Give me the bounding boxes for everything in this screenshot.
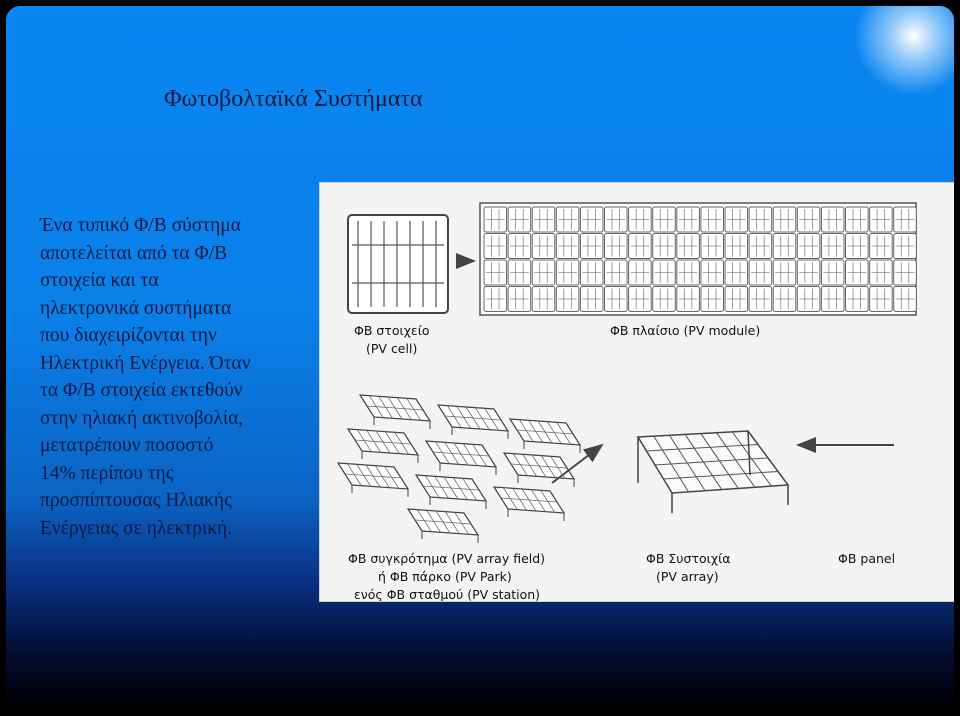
pv-module-illustration	[480, 203, 916, 315]
body-line: στην ηλιακή ακτινοβολία,	[40, 407, 244, 429]
pv-cell-label-en: (PV cell)	[366, 341, 418, 356]
body-line: που διαχειρίζονται την	[40, 325, 217, 346]
slide	[6, 6, 954, 710]
body-line: Ενέργειας σε ηλεκτρική.	[40, 517, 233, 539]
pv-cell-label: ΦΒ στοιχείο	[354, 323, 430, 338]
pv-park-label: ή ΦΒ πάρκο (PV Park)	[378, 569, 512, 584]
pv-module-label: ΦΒ πλαίσιο (PV module)	[610, 323, 761, 338]
body-line: Ηλεκτρική Ενέργεια. Όταν	[40, 352, 251, 374]
pv-array-label-en: (PV array)	[656, 569, 719, 584]
body-line: στοιχεία και τα	[40, 270, 159, 291]
pv-diagram-figure	[320, 183, 954, 601]
pv-cell-illustration	[348, 215, 448, 313]
body-line: τα Φ/Β στοιχεία εκτεθούν	[40, 380, 243, 401]
pv-array-illustration	[638, 431, 788, 513]
pv-diagram	[320, 183, 954, 601]
pv-station-label: ενός ΦΒ σταθμού (PV station)	[354, 587, 541, 601]
slide-title: Φωτοβολταϊκά Συστήματα	[164, 86, 423, 112]
body-line: αποτελείται από τα Φ/Β	[40, 242, 228, 264]
pv-field-label: ΦΒ συγκρότημα (PV array field)	[348, 551, 546, 566]
body-line: Ένα τυπικό Φ/Β σύστημα	[40, 215, 241, 236]
pv-array-label: ΦΒ Συστοιχία	[646, 551, 731, 566]
body-line: ηλεκτρονικά συστήματα	[40, 297, 232, 319]
pv-panel-label: ΦΒ panel	[838, 551, 896, 566]
corner-glow	[854, 6, 954, 96]
body-line: προσπίπτουσας Ηλιακής	[40, 490, 232, 511]
body-line: μετατρέπουν ποσοστό	[40, 435, 214, 456]
body-line: 14% περίπου της	[40, 462, 174, 484]
body-paragraph	[40, 212, 330, 542]
pv-field-illustration	[338, 395, 580, 543]
